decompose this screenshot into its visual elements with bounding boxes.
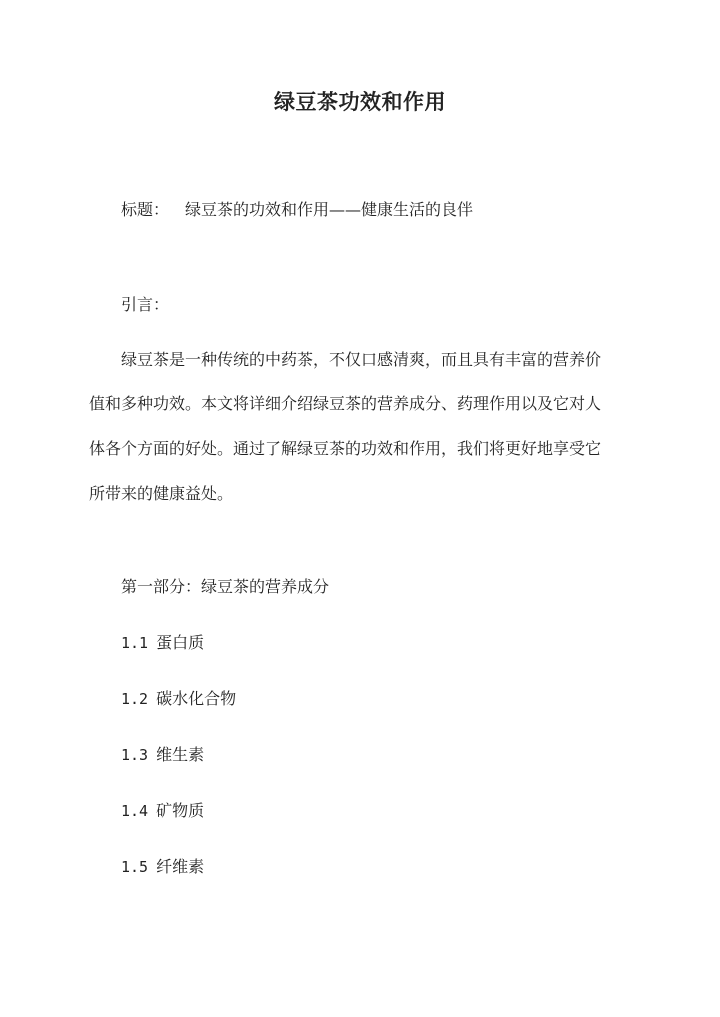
list-item-number: 1.1 — [121, 634, 149, 652]
intro-line-1: 绿豆茶是一种传统的中药茶，不仅口感清爽，而且具有丰富的营养价 — [121, 350, 602, 369]
list-item — [121, 742, 204, 765]
list-item-number: 1.4 — [121, 802, 149, 820]
subtitle-label: 标题： — [121, 200, 170, 219]
section1-heading: 第一部分：绿豆茶的营养成分 — [121, 577, 330, 596]
list-item-text: 纤维素 — [156, 857, 205, 876]
list-item-text: 蛋白质 — [156, 633, 205, 652]
list-item-number: 1.2 — [121, 690, 149, 708]
list-item-number: 1.3 — [121, 746, 149, 764]
intro-line-2: 值和多种功效。本文将详细介绍绿豆茶的营养成分、药理作用以及它对人 — [89, 394, 602, 413]
list-item-number: 1.5 — [121, 858, 149, 876]
list-item-text: 矿物质 — [156, 801, 205, 820]
list-item — [121, 686, 236, 709]
list-item-text: 碳水化合物 — [156, 689, 237, 708]
intro-line-4: 所带来的健康益处。 — [89, 484, 234, 503]
document-title: 绿豆茶功效和作用 — [274, 89, 446, 114]
list-item-text: 维生素 — [156, 745, 205, 764]
subtitle-line — [121, 197, 473, 220]
intro-heading: 引言： — [121, 295, 170, 314]
list-item — [121, 630, 204, 653]
subtitle-text: 绿豆茶的功效和作用——健康生活的良伴 — [185, 200, 474, 219]
list-item — [121, 854, 204, 877]
list-item — [121, 798, 204, 821]
intro-line-3: 体各个方面的好处。通过了解绿豆茶的功效和作用，我们将更好地享受它 — [89, 439, 602, 458]
